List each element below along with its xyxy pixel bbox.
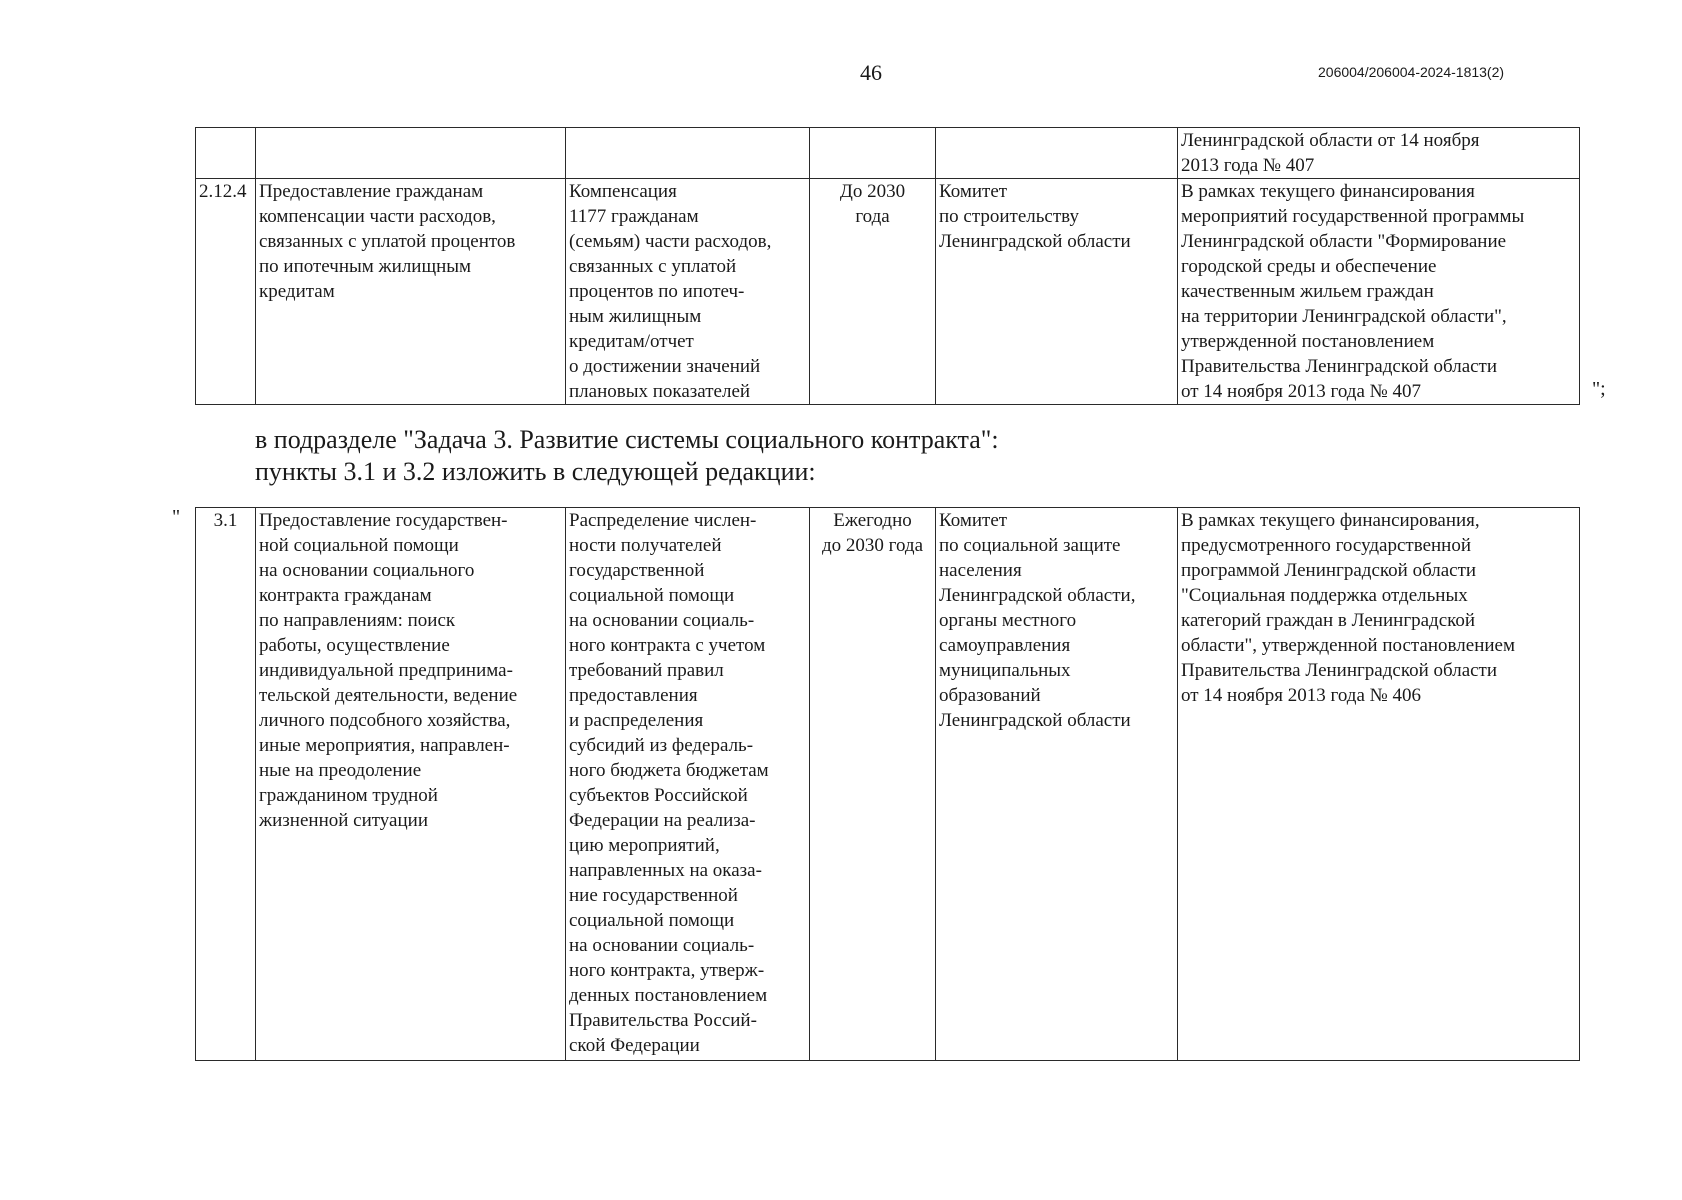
cell-financing: В рамках текущего финансирования мероприятий государственной программы Ленинградской области "Формирование городской среды и обеспечение качественным жильем граждан на территории Ленинградской области", утвержденной постановлением Правительства Ленинградской области от 14 ноября 2013 года № 407 (1178, 179, 1580, 405)
cell-number: 2.12.4 (196, 179, 256, 405)
cell-financing: Ленинградской области от 14 ноября 2013 года № 407 (1178, 128, 1580, 179)
cell-result: Распределение числен- ности получателей государственной социальной помощи на основании социаль- ного контракта с учетом требований правил предоставления и распределения субсидий из федераль- ного бюджета бюджетам субъектов Российской Федерации на реализа- цию мероприятий, направленных на оказа- ние государственной социальной помощи на основании социаль- ного контракта, утверж- денных постановлением Правительства Россий- ской Федерации (566, 508, 810, 1061)
table-row-continuation (196, 128, 1580, 179)
measures-table-task-3 (195, 507, 1580, 1061)
cell-deadline: Ежегодно до 2030 года (810, 508, 936, 1061)
measures-table-continuation (195, 127, 1580, 405)
table-row-2-12-4 (196, 179, 1580, 405)
closing-quote: "; (1592, 378, 1606, 400)
cell-financing: В рамках текущего финансирования, предусмотренного государственной программой Ленинградской области "Социальная поддержка отдельных категорий граждан в Ленинградской области", утвержденной постановлением Правительства Ленинградской области от 14 ноября 2013 года № 406 (1178, 508, 1580, 1061)
document-id: 206004/206004-2024-1813(2) (1318, 64, 1505, 80)
cell-result (566, 128, 810, 179)
cell-result: Компенсация 1177 гражданам (семьям) части расходов, связанных с уплатой процентов по ипотеч- ным жилищным кредитам/отчет о достижении значений плановых показателей (566, 179, 810, 405)
table-row-3-1 (196, 508, 1580, 1061)
cell-responsible: Комитет по социальной защите населения Ленинградской области, органы местного самоуправления муниципальных образований Ленинградской области (936, 508, 1178, 1061)
cell-deadline (810, 128, 936, 179)
page-number: 46 (860, 60, 882, 85)
cell-responsible (936, 128, 1178, 179)
cell-number: 3.1 (196, 508, 256, 1061)
cell-action: Предоставление государствен- ной социальной помощи на основании социального контракта гражданам по направлениям: поиск работы, осуществление индивидуальной предпринима- тельской деятельности, ведение личного подсобного хозяйства, иные мероприятия, направлен- ные на преодоление гражданином трудной жизненной ситуации (256, 508, 566, 1061)
opening-quote: " (172, 506, 181, 528)
cell-number (196, 128, 256, 179)
cell-deadline: До 2030 года (810, 179, 936, 405)
amendment-paragraph: в подразделе "Задача 3. Развитие системы социального контракта": пункты 3.1 и 3.2 изложить в следующей редакции: (255, 425, 999, 486)
cell-action: Предоставление гражданам компенсации части расходов, связанных с уплатой процентов по ипотечным жилищным кредитам (256, 179, 566, 405)
cell-action (256, 128, 566, 179)
cell-responsible: Комитет по строительству Ленинградской области (936, 179, 1178, 405)
